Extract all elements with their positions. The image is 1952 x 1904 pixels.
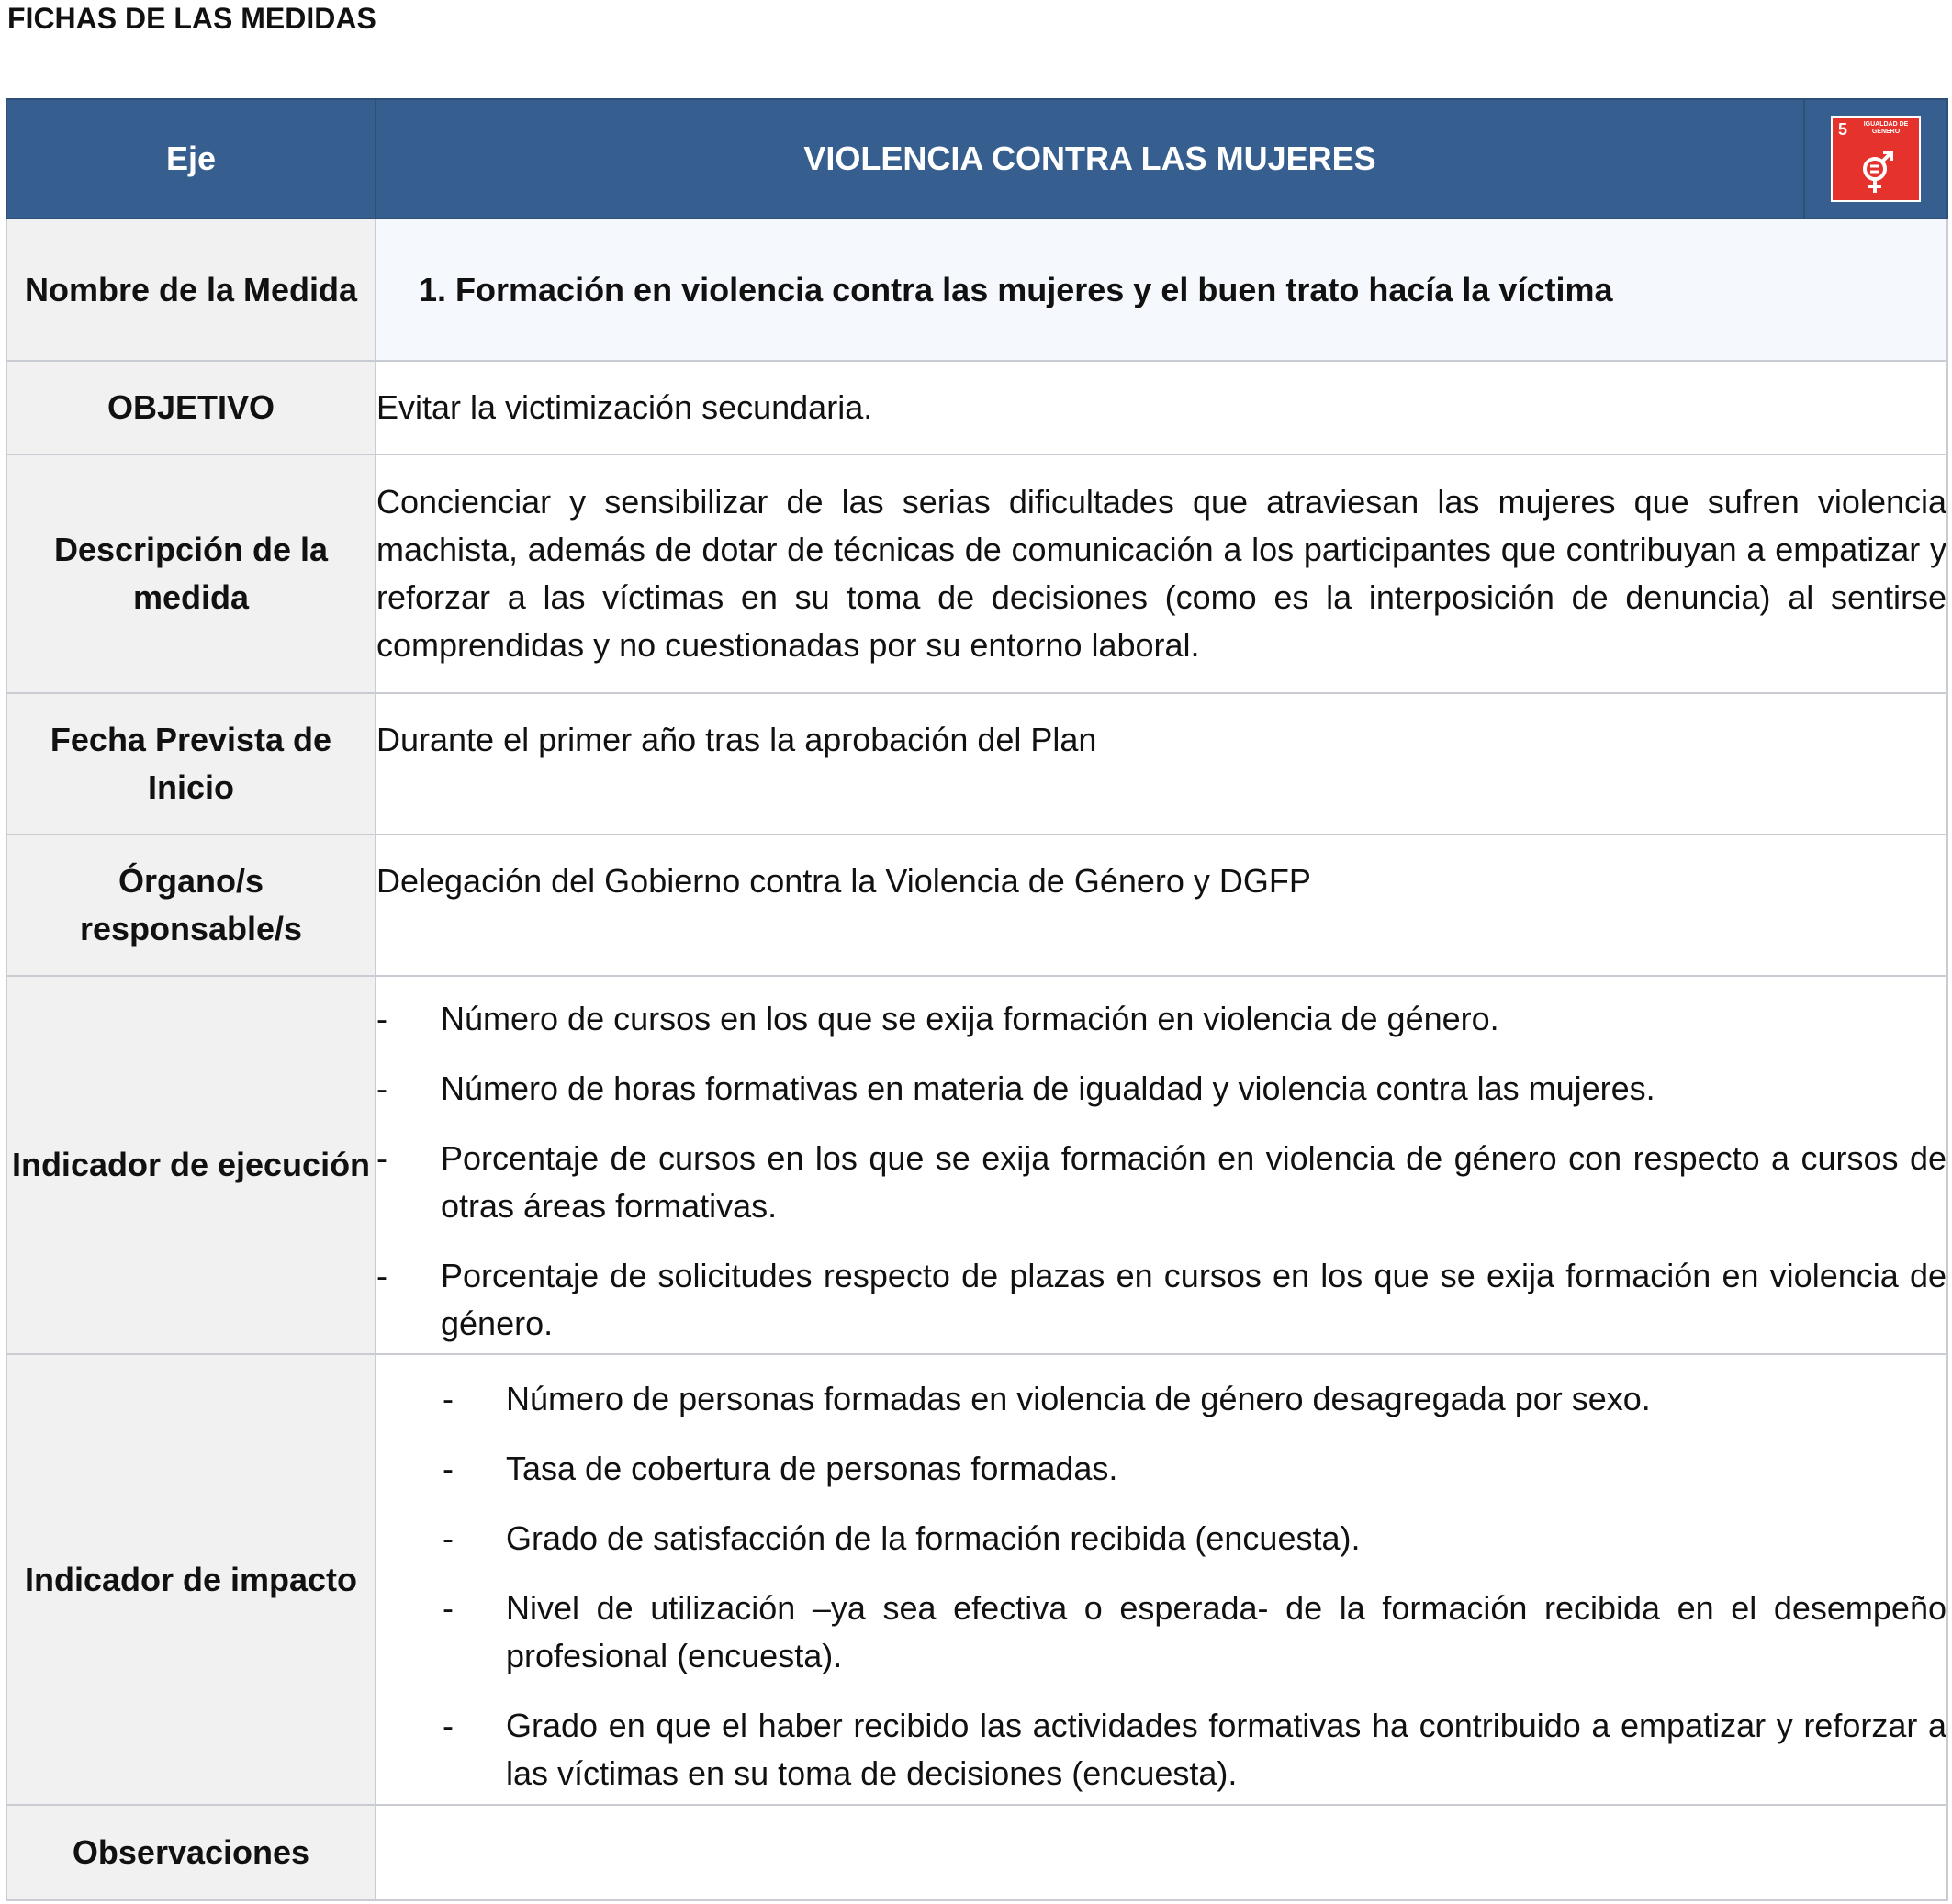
impacto-label: Indicador de impacto [6,1354,376,1805]
gender-equality-icon [1860,145,1893,196]
list-item-text: Número de horas formativas en materia de igualdad y violencia contra las mujeres. [441,1070,1655,1107]
ejecucion-label: Indicador de ejecución [6,976,376,1354]
row-ejecucion [6,976,1947,1354]
header-row [6,99,1947,218]
list-item-text: Porcentaje de solicitudes respecto de plazas en cursos en los que se exija formación en violencia de género. [441,1257,1946,1342]
impacto-value [376,1354,1947,1805]
list-item [376,1252,1946,1348]
row-descripcion [6,454,1947,693]
objetivo-value: Evitar la victimización secundaria. [376,361,1947,454]
observaciones-label: Observaciones [6,1805,376,1900]
list-item [376,1135,1946,1230]
sdg-5-badge [1831,116,1921,202]
list-item [376,1375,1946,1423]
list-item [376,1065,1946,1113]
fecha-value: Durante el primer año tras la aprobación del Plan [376,693,1947,834]
dash-bullet: - [443,1450,454,1487]
list-item-text: Grado de satisfacción de la formación recibida (encuesta). [506,1519,1361,1557]
row-nombre [6,218,1947,361]
list-item [376,1702,1946,1798]
sdg-badge-text: IGUALDAD DE GÉNERO [1863,121,1909,135]
dash-bullet: - [443,1589,454,1627]
row-impacto [6,1354,1947,1805]
list-item [376,1585,1946,1680]
eje-label: Eje [6,99,376,218]
observaciones-value [376,1805,1947,1900]
ejecucion-list [376,995,1946,1348]
row-organo [6,834,1947,976]
dash-bullet: - [376,1257,387,1294]
nombre-value: 1. Formación en violencia contra las mujeres y el buen trato hacía la víctima [376,218,1947,361]
list-item-text: Tasa de cobertura de personas formadas. [506,1450,1118,1487]
organo-label: Órgano/s responsable/s [6,834,376,976]
dash-bullet: - [376,1139,387,1177]
dash-bullet: - [376,1070,387,1107]
list-item-text: Nivel de utilización –ya sea efectiva o esperada- de la formación recibida en el desempeño profesional (encuesta). [506,1589,1946,1674]
sdg-badge-cell [1804,99,1947,218]
sdg-badge-number: 5 [1838,120,1848,139]
dash-bullet: - [376,1000,387,1037]
row-fecha [6,693,1947,834]
fecha-label: Fecha Prevista de Inicio [6,693,376,834]
eje-value: VIOLENCIA CONTRA LAS MUJERES [376,99,1804,218]
dash-bullet: - [443,1519,454,1557]
descripcion-label: Descripción de la medida [6,454,376,693]
impacto-list [376,1375,1946,1798]
nombre-label: Nombre de la Medida [6,218,376,361]
dash-bullet: - [443,1707,454,1744]
dash-bullet: - [443,1380,454,1417]
measure-sheet-table [6,98,1948,1901]
list-item-text: Porcentaje de cursos en los que se exija formación en violencia de género con respecto a cursos de otras áreas formativas. [441,1139,1946,1225]
list-item-text: Número de personas formadas en violencia de género desagregada por sexo. [506,1380,1651,1417]
objetivo-label: OBJETIVO [6,361,376,454]
page-heading: FICHAS DE LAS MEDIDAS [7,2,376,35]
organo-value: Delegación del Gobierno contra la Violencia de Género y DGFP [376,834,1947,976]
list-item-text: Número de cursos en los que se exija formación en violencia de género. [441,1000,1499,1037]
list-item [376,1515,1946,1562]
row-objetivo [6,361,1947,454]
list-item [376,995,1946,1043]
row-observaciones [6,1805,1947,1900]
list-item-text: Grado en que el haber recibido las actividades formativas ha contribuido a empatizar y reforzar a las víctimas en su toma de decisiones (encuesta). [506,1707,1946,1792]
ejecucion-value [376,976,1947,1354]
descripcion-value: Concienciar y sensibilizar de las serias dificultades que atraviesan las mujeres que sufren violencia machista, además de dotar de técnicas de comunicación a los participantes que contribuyan a empatizar y reforzar a las víctimas en su toma de decisiones (como es la interposición de denuncia) al sentirse comprendidas y no cuestionadas por su entorno laboral. [376,454,1947,693]
list-item [376,1445,1946,1493]
